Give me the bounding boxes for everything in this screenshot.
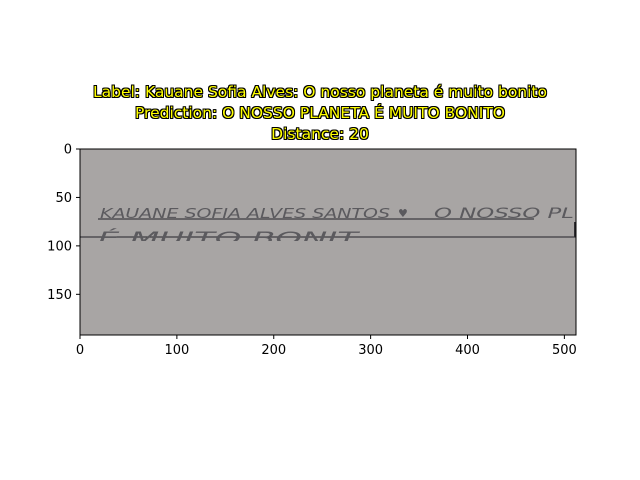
- y-tick-label: 50: [55, 190, 72, 206]
- title-line-prediction: Prediction: O NOSSO PLANETA É MUITO BONITO: [134, 104, 505, 122]
- x-tick-label: 0: [75, 343, 85, 358]
- x-tick-label: 100: [164, 343, 190, 358]
- y-axis: [47, 143, 80, 303]
- image-area: [80, 149, 576, 335]
- handwriting-line-1b: O NOSSO PL: [434, 206, 574, 222]
- x-tick-label: 200: [261, 343, 287, 358]
- title-line-label: Label: Kauane Sofia Alves: O nosso planeta é muito bonito: [92, 83, 547, 101]
- heart-icon: ♥: [398, 207, 408, 220]
- image-lower-region: [80, 241, 576, 335]
- y-tick-label: 100: [47, 239, 72, 255]
- handwriting-line-2: É MUITO BONIT: [98, 229, 229, 249]
- handwriting-line-1: KAUANE SOFIA ALVES SANTOS: [100, 207, 390, 222]
- x-tick-label: 500: [551, 343, 577, 358]
- x-tick-label: 300: [358, 343, 384, 358]
- y-tick-label: 0: [63, 142, 72, 158]
- x-axis: [76, 335, 577, 358]
- y-tick-label: 150: [47, 287, 72, 303]
- title-line-distance: Distance: 20: [271, 125, 369, 143]
- x-tick-label: 400: [455, 343, 480, 358]
